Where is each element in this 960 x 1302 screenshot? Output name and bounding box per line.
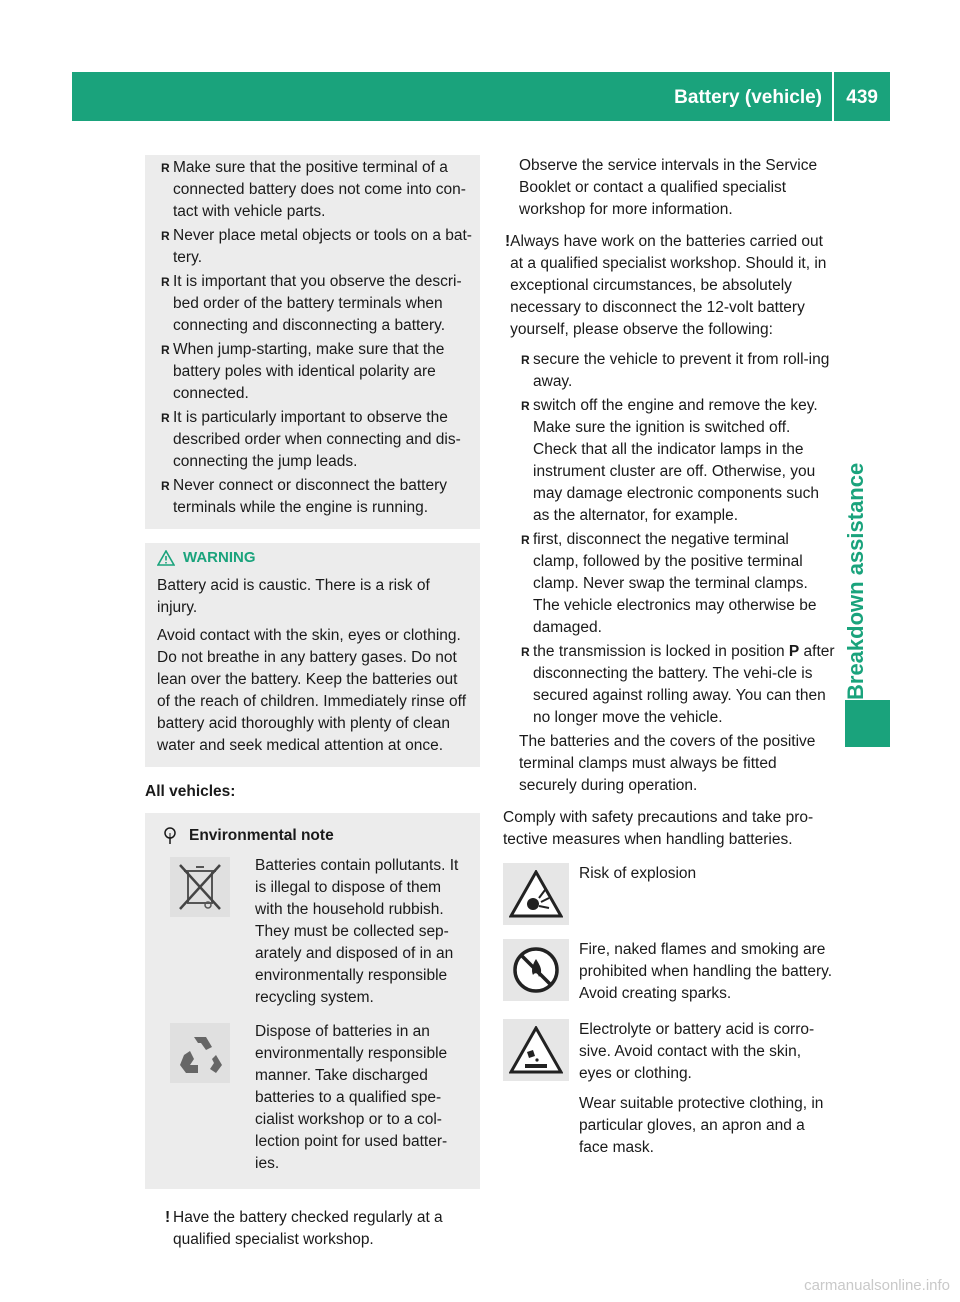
list-item: R Never connect or disconnect the battery terminals while the engine is running. (161, 477, 447, 516)
symbol-text: Electrolyte or battery acid is corro-sive. Avoid contact with the skin, eyes or clothing. (579, 1021, 815, 1082)
bullet-icon: R (521, 399, 530, 413)
env-text: Batteries contain pollutants. It is illegal to dispose of them with the household rubbish. They must be collected sep-arately and disposed of in an environmentally responsible recycling system. (255, 857, 459, 1006)
battery-work-list (503, 349, 835, 729)
list-item: R switch off the engine and remove the key. Make sure the ignition is switched off. Check that all the indicator lamps in the instrument cluster are off. Otherwise, you may damage electronic components such as the alternator, for example. (521, 397, 820, 524)
list-item: R When jump-starting, make sure that the battery poles with identical polarity are connected. (161, 341, 445, 402)
note-text: Have the battery checked regularly at a qualified specialist workshop. (173, 1209, 443, 1248)
symbol-text: Fire, naked flames and smoking are prohibited when handling the battery. Avoid creating sparks. (579, 941, 833, 1002)
side-tab-label: Breakdown assistance (843, 462, 868, 700)
page-title: Battery (vehicle) (674, 87, 822, 108)
crossed-out-bin-icon (170, 857, 230, 917)
note (145, 1207, 480, 1251)
list-item: R Make sure that the positive terminal of a connected battery does not come into con-tact with vehicle parts. (161, 159, 466, 220)
precautions-box (145, 155, 480, 529)
symbol-row (503, 1019, 835, 1159)
list-item: R It is important that you observe the descri-bed order of the battery terminals when connecting and disconnecting a battery. (161, 273, 462, 334)
bullet-icon: R (161, 479, 170, 493)
warning-triangle-icon (157, 550, 175, 566)
warning-title: WARNING (183, 549, 256, 566)
corrosive-hazard-icon (509, 1026, 563, 1074)
env-text: Dispose of batteries in an environmentally responsible manner. Take discharged batteries to a qualified spe-cialist workshop or to a col-lection point for used batter-ies. (255, 1023, 448, 1172)
exclamation-icon: ! (165, 1209, 171, 1226)
section-heading: All vehicles: (145, 783, 236, 800)
warning-text: Battery acid is caustic. There is a risk of injury. (157, 577, 430, 616)
symbol-text: Risk of explosion (579, 865, 697, 882)
list-item: R the transmission is locked in position P after disconnecting the battery. The vehi-cle is secured against rolling away. You can then no longer move the vehicle. (521, 643, 835, 726)
paragraph: Observe the service intervals in the Service Booklet or contact a qualified specialist workshop for more information. (519, 157, 818, 218)
list-item: R It is particularly important to observe the described order when connecting and dis-connecting the jump leads. (161, 409, 461, 470)
exclamation-icon: ! (505, 233, 511, 250)
environmental-note-box (145, 813, 480, 1189)
paragraph: The batteries and the covers of the positive terminal clamps must always be fitted securely during operation. (519, 733, 816, 794)
warning-heading (145, 547, 474, 569)
symbol-row (503, 863, 835, 925)
recycling-icon (170, 1023, 230, 1083)
bullet-icon: R (521, 353, 530, 367)
header-bar (72, 72, 890, 121)
warning-text: Avoid contact with the skin, eyes or clothing. Do not breathe in any battery gases. Do not lean over the battery. Keep the batteries out of the reach of children. Immediately rinse off battery acid thoroughly with plenty of clean water and seek medical attention at once. (157, 627, 467, 754)
symbol-row (503, 939, 835, 1005)
header-divider (832, 72, 834, 121)
list-item: R Never place metal objects or tools on a bat-tery. (161, 227, 472, 266)
left-column (145, 155, 480, 1251)
leaf-icon (163, 827, 177, 845)
bullet-icon: R (161, 275, 170, 289)
symbol-text: Wear suitable protective clothing, in particular gloves, an apron and a face mask. (579, 1095, 824, 1156)
no-open-flame-icon (511, 945, 561, 995)
list-item: R first, disconnect the negative terminal clamp, followed by the positive terminal clamp. Never swap the terminal clamps. The vehicle electronics may otherwise be damaged. (521, 531, 817, 636)
precautions-list (145, 157, 474, 519)
bullet-icon: R (161, 343, 170, 357)
warning-box (145, 543, 480, 767)
bullet-icon: R (521, 645, 530, 659)
bullet-icon: R (161, 161, 170, 175)
paragraph: Comply with safety precautions and take pro-tective measures when handling batteries. (503, 809, 814, 848)
note (503, 231, 835, 341)
watermark-url: carmanualsonline.info (804, 1277, 950, 1294)
right-column (503, 155, 835, 1173)
explosion-hazard-icon (509, 870, 563, 918)
bullet-icon: R (521, 533, 530, 547)
env-item (145, 1021, 468, 1175)
env-title: Environmental note (189, 827, 334, 844)
bullet-icon: R (161, 411, 170, 425)
side-tab-block (845, 700, 890, 747)
bullet-icon: R (161, 229, 170, 243)
page-number: 439 (846, 87, 878, 108)
list-item: R secure the vehicle to prevent it from roll-ing away. (521, 351, 830, 390)
env-heading (145, 825, 468, 847)
env-item (145, 855, 468, 1009)
note-text: Always have work on the batteries carried out at a qualified specialist workshop. Should it, in exceptional circumstances, be absolutely necessary to disconnect the 12-volt battery yourself, please observe the following: (510, 233, 827, 338)
